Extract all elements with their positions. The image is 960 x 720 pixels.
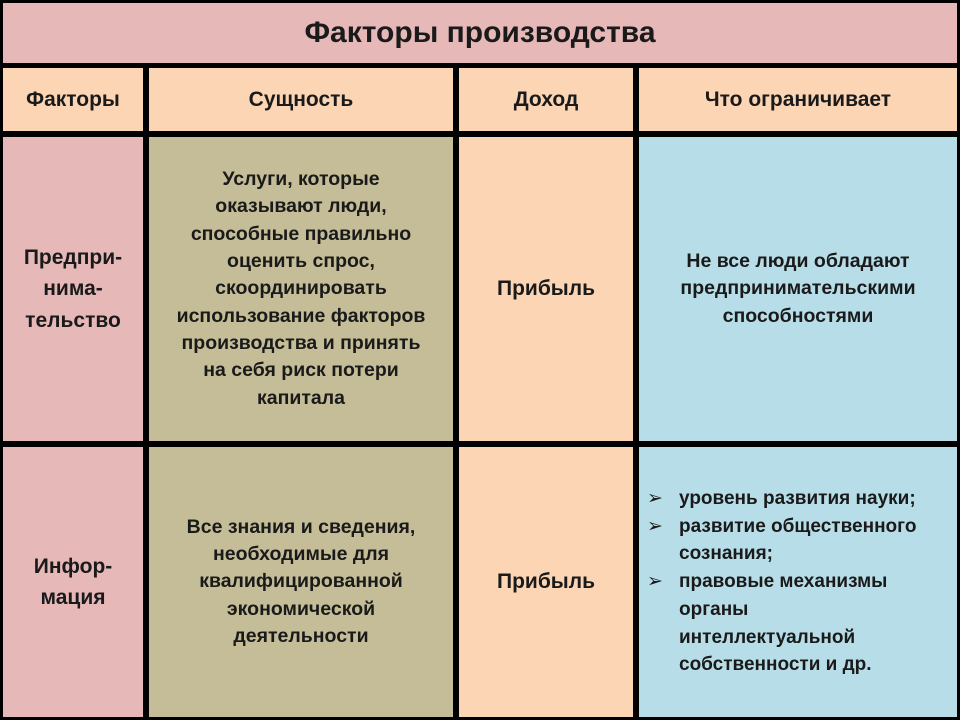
- list-item-text: уровень развития науки;: [679, 487, 916, 509]
- list-item: [639, 485, 957, 513]
- row-2-income: Прибыль: [459, 447, 633, 717]
- list-item: [639, 513, 957, 568]
- header-factors: Факторы: [3, 68, 143, 131]
- header-essence: Сущность: [149, 68, 453, 131]
- list-item-text: развитие общественного сознания;: [679, 515, 917, 565]
- header-limits: Что ограничивает: [639, 68, 957, 131]
- header-income: Доход: [459, 68, 633, 131]
- row-1-income: Прибыль: [459, 137, 633, 441]
- row-2-limit: [639, 447, 957, 717]
- chevron-right-icon: ➢: [647, 487, 663, 509]
- table-title: Факторы производства: [3, 3, 957, 63]
- row-2-factor: Инфор- мация: [3, 447, 143, 717]
- list-item: [639, 568, 957, 679]
- chevron-right-icon: ➢: [647, 571, 663, 593]
- chevron-right-icon: ➢: [647, 515, 663, 537]
- row-2-essence: Все знания и сведения, необходимые для квалифицированной экономической деятельности: [149, 447, 453, 717]
- list-item-text: правовые механизмы органы интеллектуальной собственности и др.: [679, 571, 888, 676]
- row-1-factor: Предпри- нима- тельство: [3, 137, 143, 441]
- row-1-limit: Не все люди обладают предпринимательскими способностями: [639, 137, 957, 441]
- row-1-essence: Услуги, которые оказывают люди, способные правильно оценить спрос, скоординировать использование факторов производства и принять на себя риск потери капитала: [149, 137, 453, 441]
- row-2-limit-list: [639, 485, 957, 679]
